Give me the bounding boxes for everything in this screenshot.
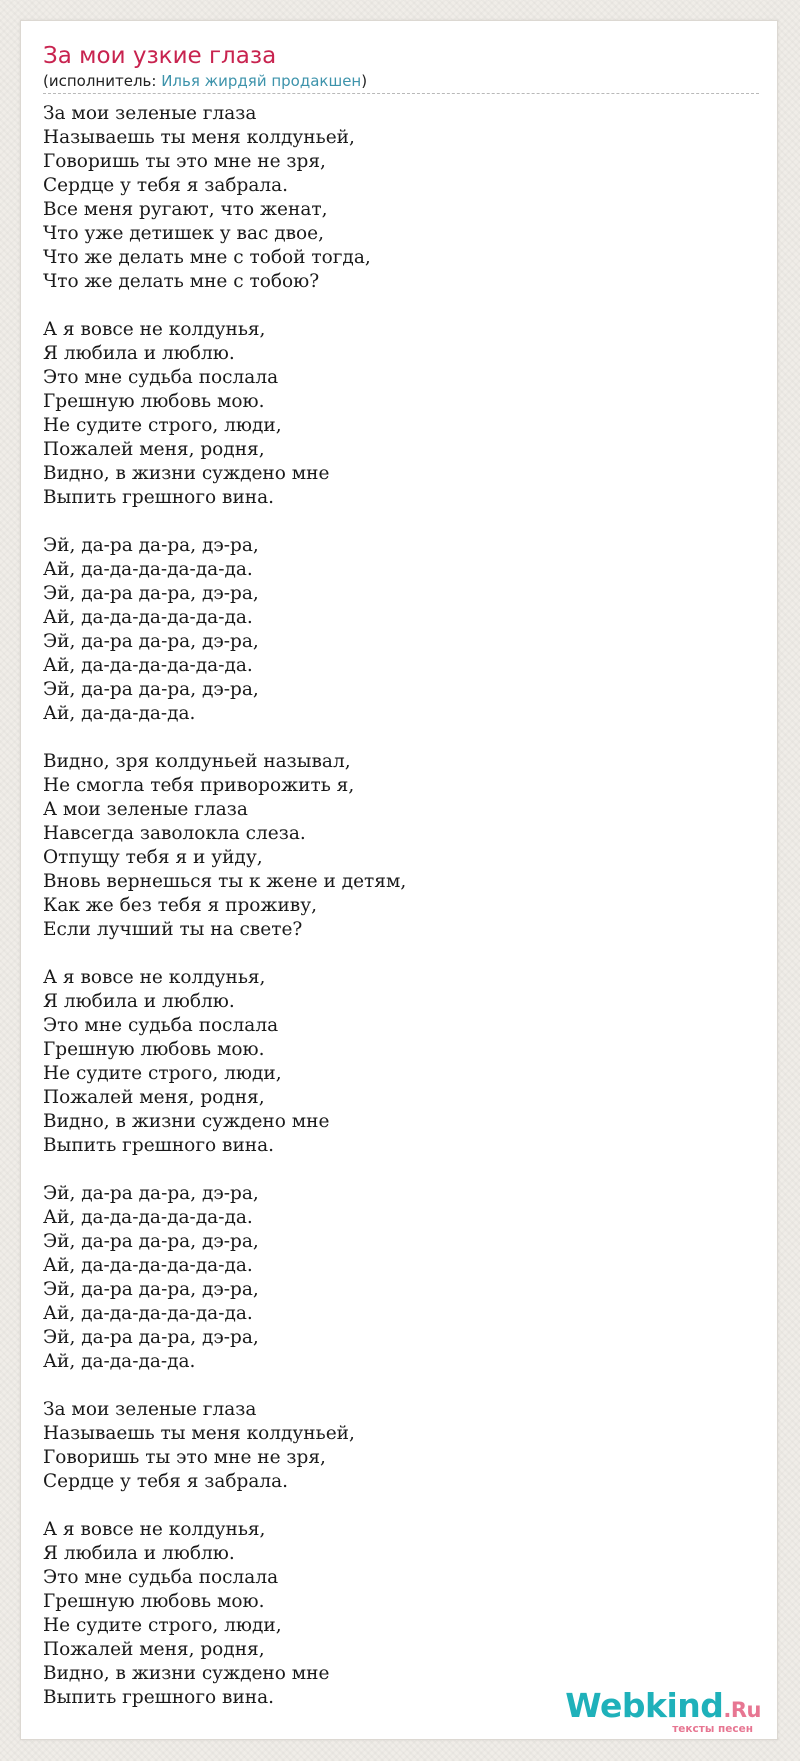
lyric-line: Я любила и люблю. — [43, 991, 235, 1012]
lyric-line: Сердце у тебя я забрала. — [43, 175, 289, 196]
lyric-line: Если лучший ты на свете? — [43, 919, 303, 940]
logo-tagline: тексты песен — [672, 1723, 753, 1735]
lyric-line: Я любила и люблю. — [43, 1543, 235, 1564]
stanza — [43, 750, 743, 942]
lyric-line: Грешную любовь мою. — [43, 1591, 265, 1612]
lyric-line: Эй, да-ра да-ра, дэ-ра, — [43, 679, 259, 700]
lyric-line: Эй, да-ра да-ра, дэ-ра, — [43, 631, 259, 652]
lyric-line: Видно, в жизни суждено мне — [43, 1111, 330, 1132]
lyric-line: Не судите строго, люди, — [43, 1615, 282, 1636]
lyric-line: Выпить грешного вина. — [43, 1687, 275, 1708]
lyric-line: Навсегда заволокла слеза. — [43, 823, 306, 844]
lyric-line: Все меня ругают, что женат, — [43, 199, 328, 220]
lyric-line: Видно, в жизни суждено мне — [43, 463, 330, 484]
lyric-line: Ай, да-да-да-да-да-да. — [43, 655, 253, 676]
song-header — [43, 41, 759, 94]
lyric-line: Эй, да-ра да-ра, дэ-ра, — [43, 535, 259, 556]
lyric-line: Говоришь ты это мне не зря, — [43, 1447, 326, 1468]
lyric-line: Эй, да-ра да-ра, дэ-ра, — [43, 1183, 259, 1204]
lyric-line: Эй, да-ра да-ра, дэ-ра, — [43, 583, 259, 604]
artist-link[interactable]: Илья жирдяй продакшен — [161, 72, 362, 90]
lyric-line: Это мне судьба послала — [43, 1567, 279, 1588]
lyric-line: Выпить грешного вина. — [43, 487, 275, 508]
lyric-line: Грешную любовь мою. — [43, 1039, 265, 1060]
lyric-line: А я вовсе не колдунья, — [43, 967, 266, 988]
lyric-line: Что же делать мне с тобою? — [43, 271, 320, 292]
lyric-line: Не судите строго, люди, — [43, 1063, 282, 1084]
lyric-line: Эй, да-ра да-ра, дэ-ра, — [43, 1231, 259, 1252]
lyric-line: Вновь вернешься ты к жене и детям, — [43, 871, 407, 892]
lyric-line: Не смогла тебя приворожить я, — [43, 775, 355, 796]
stanza — [43, 1182, 743, 1374]
lyric-line: Видно, зря колдуньей называл, — [43, 751, 351, 772]
lyric-line: Ай, да-да-да-да-да-да. — [43, 1255, 253, 1276]
lyric-line: Эй, да-ра да-ра, дэ-ра, — [43, 1279, 259, 1300]
lyric-line: Я любила и люблю. — [43, 343, 235, 364]
lyric-line: А я вовсе не колдунья, — [43, 1519, 266, 1540]
lyric-line: Ай, да-да-да-да-да-да. — [43, 1207, 253, 1228]
stanza — [43, 102, 743, 294]
lyric-line: Грешную любовь мою. — [43, 391, 265, 412]
stanza — [43, 966, 743, 1158]
artist-line — [43, 71, 759, 91]
lyric-line: Эй, да-ра да-ра, дэ-ра, — [43, 1327, 259, 1348]
lyric-line: Это мне судьба послала — [43, 1015, 279, 1036]
logo-main-text: Webkind — [565, 1686, 724, 1725]
lyric-line: Как же без тебя я проживу, — [43, 895, 317, 916]
lyric-line: А я вовсе не колдунья, — [43, 319, 266, 340]
stanza — [43, 1518, 743, 1710]
song-title: За мои узкие глаза — [43, 43, 277, 69]
lyrics-card — [20, 20, 778, 1740]
lyric-line: Это мне судьба послала — [43, 367, 279, 388]
artist-suffix: ) — [361, 72, 368, 90]
logo-wordmark — [565, 1686, 761, 1727]
stanza — [43, 534, 743, 726]
lyric-line: Называешь ты меня колдуньей, — [43, 127, 355, 148]
stanza — [43, 1398, 743, 1494]
lyric-line: Пожалей меня, родня, — [43, 1639, 265, 1660]
artist-prefix: (исполнитель: — [43, 72, 162, 90]
lyric-line: Ай, да-да-да-да-да-да. — [43, 1303, 253, 1324]
lyric-line: Ай, да-да-да-да-да-да. — [43, 559, 253, 580]
lyric-line: За мои зеленые глаза — [43, 1399, 257, 1420]
stanza — [43, 318, 743, 510]
lyric-line: Называешь ты меня колдуньей, — [43, 1423, 355, 1444]
lyric-line: Что уже детишек у вас двое, — [43, 223, 325, 244]
lyric-line: А мои зеленые глаза — [43, 799, 248, 820]
lyric-line: Говоришь ты это мне не зря, — [43, 151, 326, 172]
logo-domain: .Ru — [723, 1698, 761, 1722]
lyric-line: Отпущу тебя я и уйду, — [43, 847, 263, 868]
site-logo[interactable] — [565, 1686, 761, 1735]
lyric-line: Что же делать мне с тобой тогда, — [43, 247, 371, 268]
lyric-line: Пожалей меня, родня, — [43, 439, 265, 460]
lyric-line: Видно, в жизни суждено мне — [43, 1663, 330, 1684]
lyric-line: Не судите строго, люди, — [43, 415, 282, 436]
lyric-line: Сердце у тебя я забрала. — [43, 1471, 289, 1492]
lyric-line: Ай, да-да-да-да-да-да. — [43, 607, 253, 628]
lyrics-text — [43, 102, 743, 1734]
lyric-line: Пожалей меня, родня, — [43, 1087, 265, 1108]
lyric-line: Ай, да-да-да-да. — [43, 703, 196, 724]
lyric-line: Ай, да-да-да-да. — [43, 1351, 196, 1372]
lyric-line: Выпить грешного вина. — [43, 1135, 275, 1156]
lyric-line: За мои зеленые глаза — [43, 103, 257, 124]
